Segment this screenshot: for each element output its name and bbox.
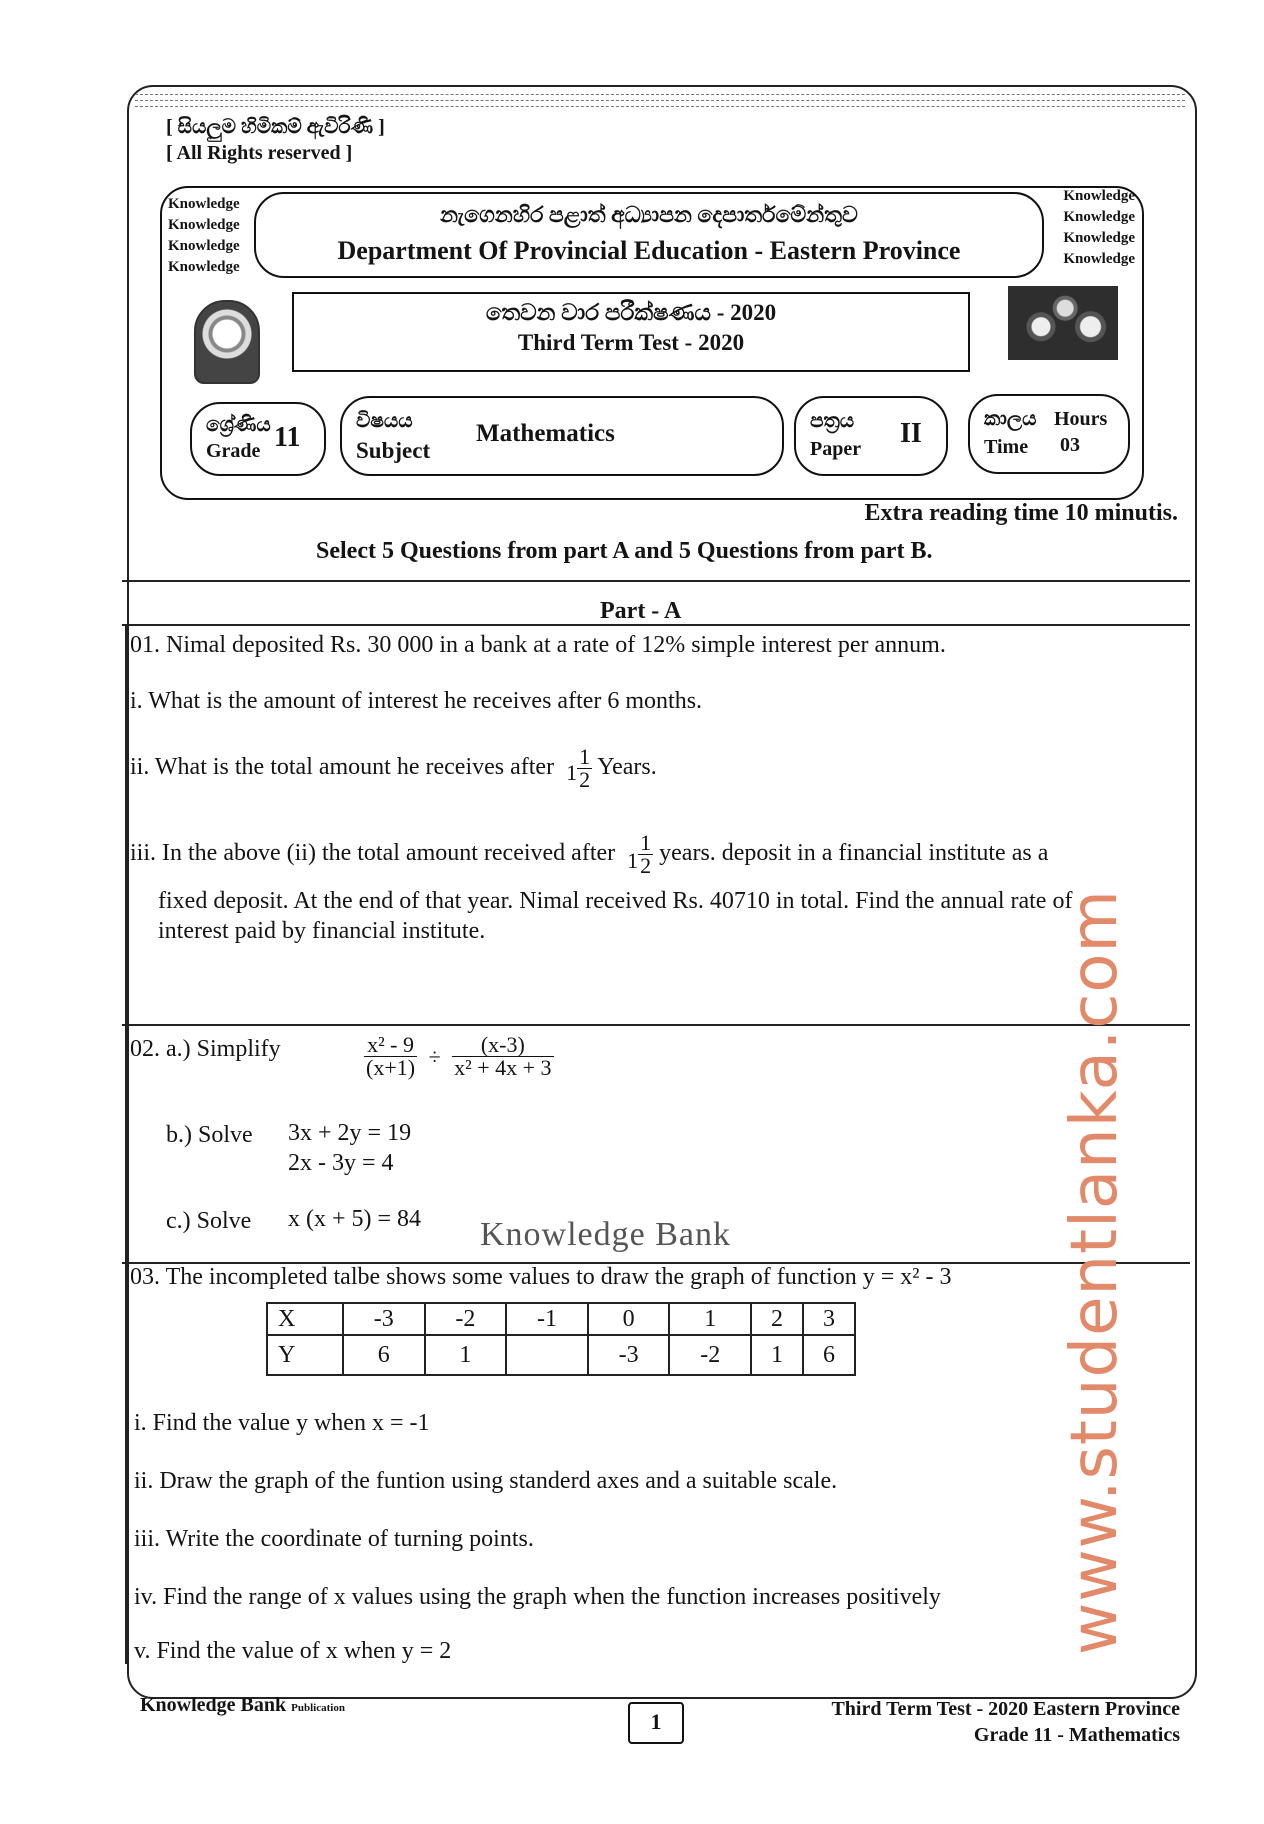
q2-c-label: c.) Solve bbox=[166, 1208, 252, 1234]
paper-label-sinhala: පත්‍රය bbox=[810, 410, 855, 432]
table-cell: -3 bbox=[588, 1335, 670, 1375]
paper-box bbox=[794, 396, 948, 476]
q3-part-i: i. Find the value y when x = -1 bbox=[134, 1410, 430, 1436]
q1-part-ii: ii. What is the total amount he receives after 1 $\frac{1}{2}$ Years. bbox=[130, 744, 657, 792]
rule-after-part bbox=[122, 624, 1190, 626]
fraction-half: $\frac{1}{2}$ bbox=[579, 744, 591, 792]
q1-part-iii-line2: fixed deposit. At the end of that year. Nimal received Rs. 40710 in total. Find the annual rate of bbox=[158, 888, 1073, 914]
table-row bbox=[267, 1303, 855, 1335]
department-english: Department Of Provincial Education - Eastern Province bbox=[337, 236, 961, 265]
q3-values-table bbox=[266, 1302, 856, 1376]
hours-label: Hours bbox=[1054, 408, 1108, 430]
grade-label-english: Grade bbox=[206, 440, 261, 462]
page-number: 1 bbox=[650, 1709, 662, 1734]
fraction-half: $\frac{1}{2}$ bbox=[640, 830, 652, 878]
time-label-english: Time bbox=[984, 436, 1029, 458]
table-cell: 1 bbox=[751, 1335, 803, 1375]
left-margin-rule bbox=[125, 624, 127, 1664]
book-icon bbox=[628, 1702, 684, 1744]
instruction: Select 5 Questions from part A and 5 Questions from part B. bbox=[316, 538, 933, 564]
term-title-sinhala: තෙවන වාර පරීක්ෂණය - 2020 bbox=[485, 300, 777, 325]
hours-value: 03 bbox=[1060, 434, 1080, 456]
table-cell: 3 bbox=[803, 1303, 855, 1335]
q2-b-equation-1: 3x + 2y = 19 bbox=[288, 1120, 412, 1146]
header-photo bbox=[1008, 286, 1118, 360]
rights-sinhala: [ සියලුම හිමිකම් ඇවිරිණි ] bbox=[166, 116, 385, 138]
q3-part-v: v. Find the value of x when y = 2 bbox=[134, 1638, 452, 1664]
provincial-emblem-icon bbox=[194, 300, 260, 384]
knowledge-strip-left: Knowledge Knowledge Knowledge Knowledge bbox=[168, 196, 240, 275]
q2-a-expression: $\frac{\text{x² - 9}}{(x+1)}$ ÷ $\frac{(x-3)}{\text{x² + 4x + 3}}$ bbox=[366, 1032, 552, 1080]
department-sinhala: නැගෙනහිර පළාත් අධ්‍යාපන දෙපාර්තමේන්තුව bbox=[440, 202, 858, 227]
footer-test-title: Third Term Test - 2020 Eastern Province bbox=[831, 1698, 1180, 1720]
time-label-sinhala: කාලය bbox=[984, 408, 1037, 430]
rule-after-q1 bbox=[122, 1024, 1190, 1026]
table-row bbox=[267, 1335, 855, 1375]
q2-c-equation: x (x + 5) = 84 bbox=[288, 1206, 422, 1232]
table-cell: 6 bbox=[343, 1335, 425, 1375]
table-cell: 1 bbox=[425, 1335, 507, 1375]
q2-b-label: b.) Solve bbox=[166, 1122, 253, 1148]
part-a-title: Part - A bbox=[600, 598, 682, 624]
q3-part-iv: iv. Find the range of x values using the graph when the function increases positively bbox=[134, 1584, 941, 1610]
extra-reading-time: Extra reading time 10 minutis. bbox=[864, 500, 1178, 526]
grade-label-sinhala: ශ්‍රේණිය bbox=[206, 414, 271, 436]
table-cell: -2 bbox=[425, 1303, 507, 1335]
q3-part-iii: iii. Write the coordinate of turning points. bbox=[134, 1526, 534, 1552]
table-cell: -2 bbox=[669, 1335, 751, 1375]
q1-part-iii-line3: interest paid by financial institute. bbox=[158, 918, 486, 944]
grade-box bbox=[190, 402, 326, 476]
grade-value: 11 bbox=[274, 422, 301, 453]
department-box bbox=[254, 192, 1044, 278]
top-dashed-rule bbox=[135, 94, 1185, 95]
footer-publisher: Knowledge Bank Publication bbox=[140, 1694, 345, 1716]
table-cell-blank[interactable] bbox=[506, 1335, 588, 1375]
subject-label-english: Subject bbox=[356, 438, 431, 463]
term-title-english: Third Term Test - 2020 bbox=[517, 330, 745, 355]
table-cell: 0 bbox=[588, 1303, 670, 1335]
paper-value: II bbox=[900, 418, 922, 449]
subject-box bbox=[340, 396, 784, 476]
q3-part-ii: ii. Draw the graph of the funtion using standerd axes and a suitable scale. bbox=[134, 1468, 838, 1494]
subject-value: Mathematics bbox=[476, 420, 615, 447]
knowledge-strip-right: Knowledge Knowledge Knowledge Knowledge bbox=[1063, 188, 1135, 267]
table-cell: 6 bbox=[803, 1335, 855, 1375]
knowledge-bank-logo: Knowledge Bank bbox=[480, 1216, 732, 1253]
term-test-box bbox=[292, 292, 970, 372]
q2-a-label: 02. a.) Simplify bbox=[130, 1036, 281, 1062]
table-cell: 1 bbox=[669, 1303, 751, 1335]
site-watermark: www.studentlanka.com bbox=[1058, 889, 1132, 1655]
q1-part-iii: iii. In the above (ii) the total amount received after 1 $\frac{1}{2}$ years. deposit in a financial institute as a bbox=[130, 830, 1049, 878]
rights-english: [ All Rights reserved ] bbox=[166, 142, 353, 164]
footer-grade-subject: Grade 11 - Mathematics bbox=[973, 1724, 1180, 1746]
rule-after-header bbox=[122, 580, 1190, 582]
q2-b-equation-2: 2x - 3y = 4 bbox=[288, 1150, 394, 1176]
top-dashed-rule-3 bbox=[135, 106, 1185, 107]
top-dashed-rule-2 bbox=[135, 100, 1185, 101]
table-cell-y-label: Y bbox=[267, 1335, 343, 1375]
q1-stem: 01. Nimal deposited Rs. 30 000 in a bank at a rate of 12% simple interest per annum. bbox=[130, 632, 946, 658]
time-box bbox=[968, 394, 1130, 474]
table-cell: -3 bbox=[343, 1303, 425, 1335]
q1-part-i: i. What is the amount of interest he receives after 6 months. bbox=[130, 688, 703, 714]
table-cell: 2 bbox=[751, 1303, 803, 1335]
subject-label-sinhala: විෂයය bbox=[356, 410, 413, 432]
paper-label-english: Paper bbox=[810, 438, 862, 460]
table-cell: -1 bbox=[506, 1303, 588, 1335]
q3-stem: 03. The incompleted talbe shows some values to draw the graph of function y = x² - 3 bbox=[130, 1264, 952, 1290]
table-cell-x-label: X bbox=[267, 1303, 343, 1335]
